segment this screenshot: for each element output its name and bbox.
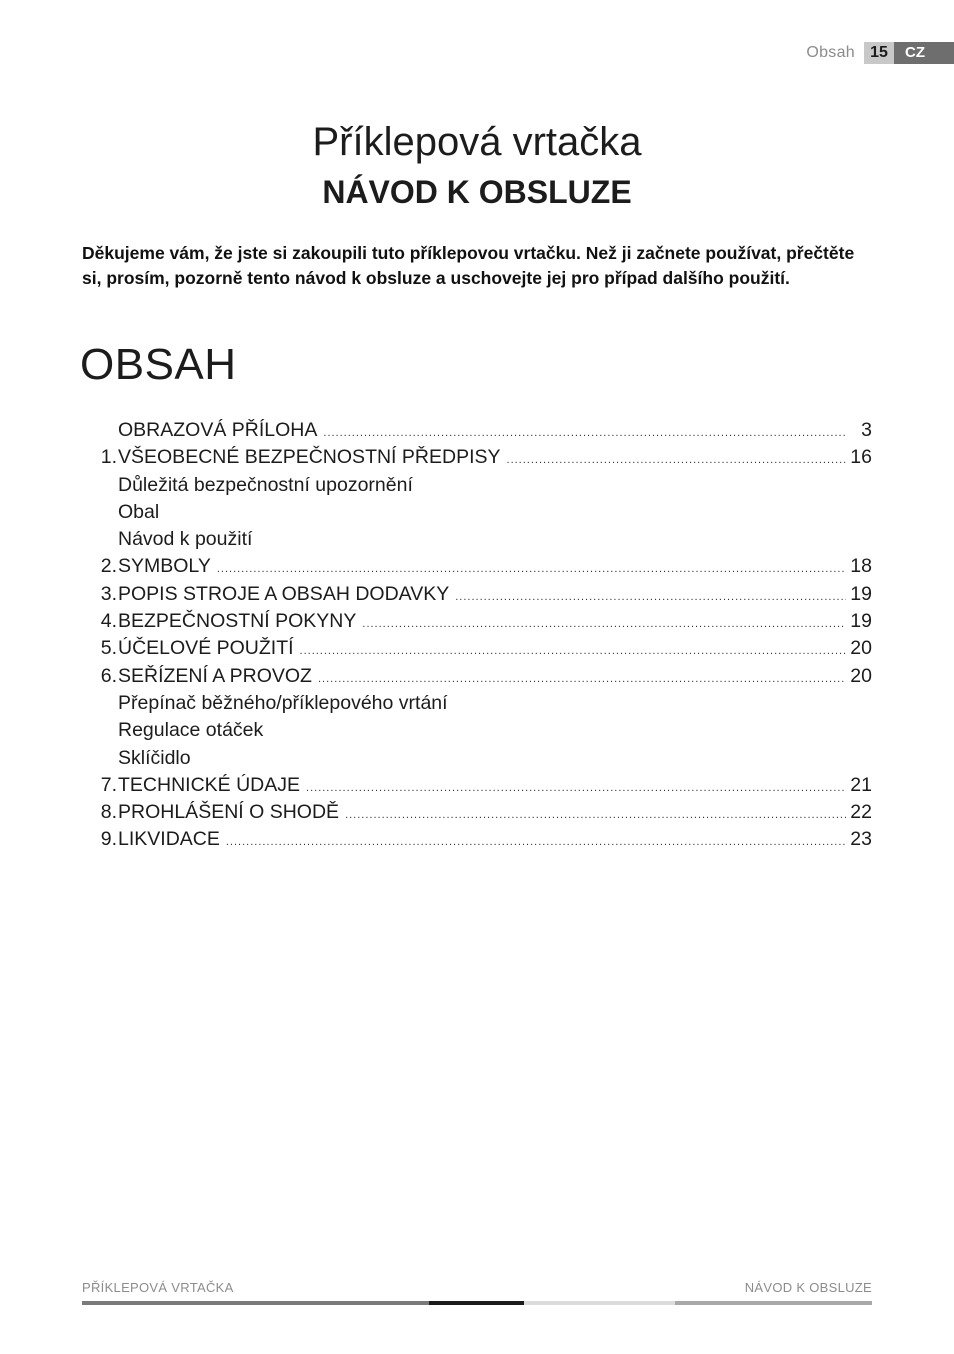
- toc-entry: [82, 501, 872, 528]
- table-of-contents: [82, 419, 872, 856]
- toc-entry-page: 3: [861, 419, 872, 441]
- toc-entry-title: TECHNICKÉ ÚDAJE: [118, 773, 301, 796]
- toc-entry-page: 16: [850, 446, 872, 469]
- toc-entry: [82, 801, 872, 828]
- toc-entry-number: 3.: [100, 582, 117, 605]
- toc-entry-title: Návod k použití: [118, 528, 253, 551]
- header-page-number: 15: [864, 42, 894, 64]
- footer-rule-segment: [82, 1301, 429, 1305]
- toc-dot-leader: [300, 645, 846, 657]
- toc-entry-number: 9.: [100, 828, 117, 851]
- toc-entry-title: POPIS STROJE A OBSAH DODAVKY: [118, 582, 450, 605]
- toc-entry-number: 2.: [100, 555, 117, 578]
- toc-entry: [82, 555, 872, 582]
- toc-entry: [82, 774, 872, 801]
- toc-entry: [82, 828, 872, 855]
- toc-entry-title: SYMBOLY: [118, 555, 211, 578]
- toc-dot-leader: [323, 427, 846, 439]
- toc-entry-title: LIKVIDACE: [118, 828, 220, 851]
- header-language-tag: CZ: [894, 42, 954, 64]
- toc-entry: [82, 719, 872, 746]
- toc-entry-number: 7.: [100, 773, 117, 796]
- intro-paragraph: Děkujeme vám, že jste si zakoupili tuto příklepovou vrtačku. Než ji začnete používat, přečtěte si, prosím, pozorně tento návod k obsluze a uschovejte jej pro případ dalšího použití.: [82, 243, 855, 288]
- toc-dot-leader: [217, 563, 846, 575]
- toc-entry-page: 21: [850, 773, 872, 796]
- toc-dot-leader: [318, 673, 846, 685]
- toc-entry-page: 23: [850, 828, 872, 851]
- toc-dot-leader: [306, 782, 846, 794]
- toc-entry-title: Obal: [118, 500, 160, 523]
- footer-rule-segment: [524, 1301, 675, 1305]
- toc-entry-title: ÚČELOVÉ POUŽITÍ: [118, 637, 294, 660]
- toc-entry-number: 5.: [100, 637, 117, 660]
- toc-entry-title: Regulace otáček: [118, 719, 264, 742]
- toc-entry: [82, 610, 872, 637]
- toc-entry: [82, 474, 872, 501]
- toc-entry-page: 20: [850, 664, 872, 687]
- toc-entry-title: BEZPEČNOSTNÍ POKYNY: [118, 610, 357, 633]
- toc-dot-leader: [362, 618, 846, 630]
- toc-dot-leader: [455, 591, 846, 603]
- toc-entry-title: VŠEOBECNÉ BEZPEČNOSTNÍ PŘEDPISY: [118, 446, 501, 469]
- toc-entry-title: Sklíčidlo: [118, 746, 191, 769]
- toc-entry-page: 22: [850, 801, 872, 824]
- toc-entry-page: 20: [850, 637, 872, 660]
- toc-entry-number: 6.: [100, 664, 117, 687]
- page-header: [806, 42, 954, 64]
- toc-entry-number: 1.: [100, 446, 117, 469]
- toc-dot-leader: [507, 454, 846, 466]
- footer-rule-segment: [675, 1301, 872, 1305]
- toc-entry-page: 19: [850, 610, 872, 633]
- product-title: Příklepová vrtačka: [312, 120, 642, 164]
- toc-entry-title: Důležitá bezpečnostní upozornění: [118, 473, 413, 496]
- toc-entry-page: 18: [850, 555, 872, 578]
- contents-heading: OBSAH: [80, 340, 237, 389]
- manual-title: NÁVOD K OBSLUZE: [322, 174, 632, 210]
- toc-entry: [82, 692, 872, 719]
- toc-entry: [82, 446, 872, 473]
- toc-dot-leader: [226, 836, 846, 848]
- toc-entry-number: 8.: [100, 801, 117, 824]
- toc-entry: [82, 419, 872, 446]
- toc-entry-title: SEŘÍZENÍ A PROVOZ: [118, 664, 312, 687]
- header-section-label: Obsah: [806, 44, 855, 61]
- footer-manual-name: NÁVOD K OBSLUZE: [744, 1280, 872, 1295]
- toc-entry: [82, 665, 872, 692]
- toc-entry: [82, 747, 872, 774]
- toc-dot-leader: [345, 809, 846, 821]
- toc-entry: [82, 583, 872, 610]
- toc-entry-number: 4.: [100, 610, 117, 633]
- toc-entry: [82, 637, 872, 664]
- footer-rule-segment: [429, 1301, 524, 1305]
- toc-entry-title: PROHLÁŠENÍ O SHODĚ: [118, 801, 340, 824]
- toc-entry-title: Přepínač běžného/příklepového vrtání: [118, 691, 448, 714]
- toc-entry-title: OBRAZOVÁ PŘÍLOHA: [118, 419, 318, 441]
- footer-product-name: PŘÍKLEPOVÁ VRTAČKA: [82, 1280, 234, 1295]
- toc-entry: [82, 528, 872, 555]
- toc-entry-page: 19: [850, 582, 872, 605]
